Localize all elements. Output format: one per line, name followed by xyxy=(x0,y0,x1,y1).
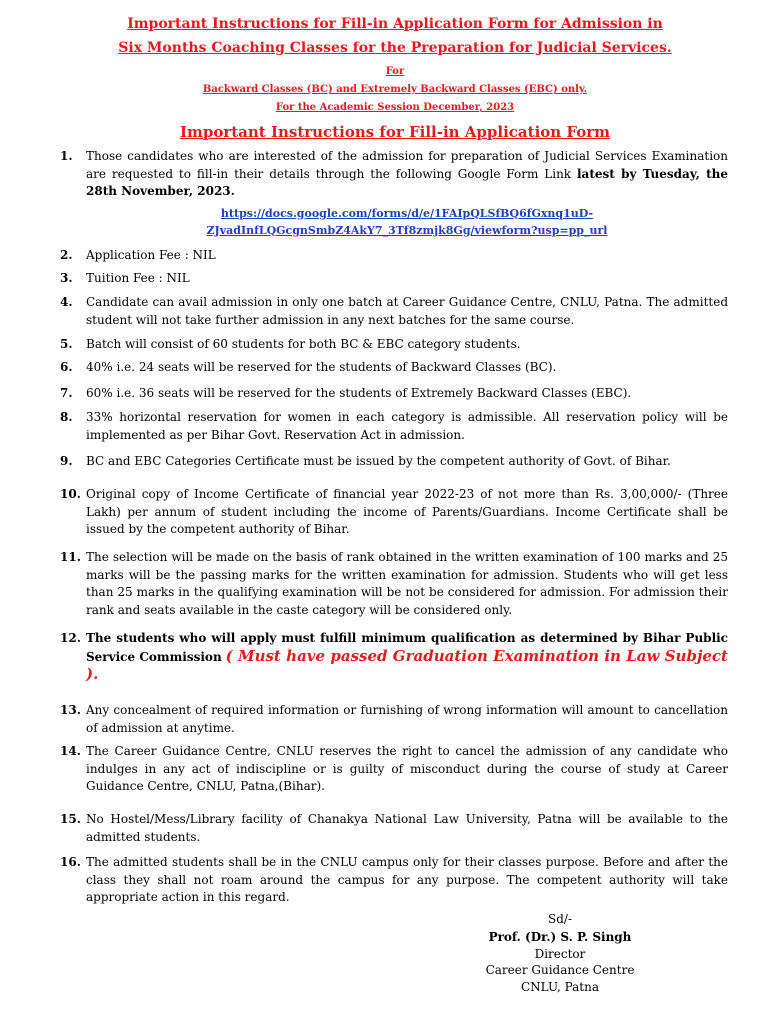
item-number: 10. xyxy=(60,487,81,501)
signatory-place: CNLU, Patna xyxy=(520,980,600,994)
google-form-link-part-1[interactable]: https://docs.google.com/forms/d/e/1FAIpQLSfBQ6fGxnq1uD- xyxy=(220,206,594,220)
item-number: 12. xyxy=(60,631,81,645)
signatory-name: Prof. (Dr.) S. P. Singh xyxy=(488,930,632,944)
instruction-item-16 xyxy=(60,854,728,907)
item-text: Original copy of Income Certificate of financial year 2022-23 of not more than Rs. 3,00,000/- (Three Lakh) per annum of student including the income of Parents/Guardians. Income Certificate shall be issued by the competent authority of Bihar. xyxy=(86,487,728,536)
item-text: The admitted students shall be in the CNLU campus only for their classes purpose. Before and after the class they shall not roam around the campus for any purpose. The competent authority will take appropriate action in this regard. xyxy=(86,855,728,904)
item-text: The Career Guidance Centre, CNLU reserves the right to cancel the admission of any candidate who indulges in any act of indiscipline or is guilty of misconduct during the course of study at Career Guidance Centre, CNLU, Patna,(Bihar). xyxy=(86,744,728,793)
instruction-item-10 xyxy=(60,486,728,539)
item-text: BC and EBC Categories Certificate must be issued by the competent authority of Govt. of Bihar. xyxy=(86,454,671,468)
title-for: For xyxy=(385,66,405,77)
item-text: The students who will apply must fulfill minimum qualification as determined by Bihar Public Service Commission xyxy=(86,631,728,664)
signatory-designation: Director xyxy=(534,947,586,961)
item-text: Those candidates who are interested of the admission for preparation of Judicial Services Examination are requested to fill-in their details through the following Google Form Link xyxy=(86,149,728,181)
item-number: 3. xyxy=(60,271,73,285)
item-text: Any concealment of required information or furnishing of wrong information will amount to cancellation of admission at anytime. xyxy=(86,703,728,735)
item-number: 6. xyxy=(60,360,73,374)
qualification-note: ( Must have passed Graduation Examination in Law Subject ). xyxy=(86,646,728,683)
item-number: 2. xyxy=(60,248,73,262)
signatory-centre: Career Guidance Centre xyxy=(485,963,635,977)
subtitle: Important Instructions for Fill-in Application Form xyxy=(179,123,611,141)
instruction-item-2 xyxy=(60,247,728,265)
instruction-item-4 xyxy=(60,294,728,329)
signature-sd: Sd/- xyxy=(548,912,572,926)
instruction-item-6 xyxy=(60,359,728,377)
title-line-2: Six Months Coaching Classes for the Preparation for Judicial Services. xyxy=(118,40,672,56)
instruction-item-8 xyxy=(60,409,728,444)
item-number: 9. xyxy=(60,454,73,468)
instruction-item-3 xyxy=(60,270,728,288)
deadline-text: latest by Tuesday, the 28th November, 2023. xyxy=(86,166,728,198)
instruction-item-12 xyxy=(60,630,728,685)
google-form-link[interactable] xyxy=(86,205,728,239)
title-session: For the Academic Session December, 2023 xyxy=(275,102,515,113)
item-number: 5. xyxy=(60,337,73,351)
google-form-link-part-2[interactable]: ZJvadInfLQGcgnSmbZ4AkY7_3Tf8zmjk8Gg/viewform?usp=pp_url xyxy=(206,223,608,237)
item-text: 60% i.e. 36 seats will be reserved for the students of Extremely Backward Classes (EBC). xyxy=(86,386,632,400)
item-text: The selection will be made on the basis of rank obtained in the written examination of 100 marks and 25 marks will be the passing marks for the written examination for admission. Students who will get less than 25 marks in the qualifying examination will be not be considered for admission. For admission their rank and seats available in the caste category will be considered only. xyxy=(86,550,728,617)
instruction-item-14 xyxy=(60,743,728,796)
item-number: 15. xyxy=(60,812,81,826)
item-text: Batch will consist of 60 students for both BC & EBC category students. xyxy=(86,337,521,351)
item-number: 8. xyxy=(60,410,73,424)
instruction-item-1 xyxy=(60,148,728,239)
instruction-item-7 xyxy=(60,385,728,403)
item-number: 7. xyxy=(60,386,73,400)
instruction-item-9 xyxy=(60,453,728,471)
instruction-item-13 xyxy=(60,702,728,737)
item-number: 14. xyxy=(60,744,81,758)
item-text: Application Fee : NIL xyxy=(86,248,216,262)
item-number: 4. xyxy=(60,295,73,309)
item-number: 1. xyxy=(60,149,73,163)
item-number: 11. xyxy=(60,550,81,564)
item-number: 16. xyxy=(60,855,81,869)
item-text: Tuition Fee : NIL xyxy=(86,271,190,285)
title-line-1: Important Instructions for Fill-in Application Form for Admission in xyxy=(127,16,663,32)
item-text: No Hostel/Mess/Library facility of Chanakya National Law University, Patna will be available to the admitted students. xyxy=(86,812,728,844)
item-text: Candidate can avail admission in only one batch at Career Guidance Centre, CNLU, Patna. The admitted student will not take further admission in any next batches for the same course. xyxy=(86,295,728,327)
item-text: 33% horizontal reservation for women in each category is admissible. All reservation policy will be implemented as per Bihar Govt. Reservation Act in admission. xyxy=(86,410,728,442)
title-categories: Backward Classes (BC) and Extremely Backward Classes (EBC) only. xyxy=(202,84,588,95)
item-number: 13. xyxy=(60,703,81,717)
instruction-item-15 xyxy=(60,811,728,846)
instruction-item-5 xyxy=(60,336,728,354)
item-text: 40% i.e. 24 seats will be reserved for the students of Backward Classes (BC). xyxy=(86,360,557,374)
instruction-item-11 xyxy=(60,549,728,619)
